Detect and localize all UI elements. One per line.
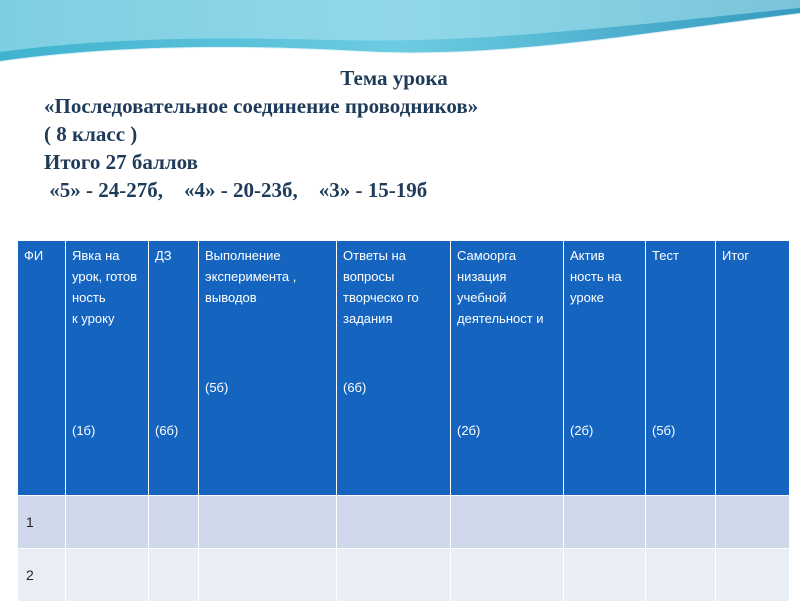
row-number: 2 [18, 549, 66, 602]
table-cell[interactable] [337, 549, 451, 602]
header-self-organization: Самоорга низация учебной деятельност и (2б) [451, 241, 564, 496]
table-cell[interactable] [149, 549, 199, 602]
test-points: (5б) [652, 423, 676, 438]
header-creative-task: Ответы на вопросы творческо го задания (6б) [337, 241, 451, 496]
header-homework: ДЗ (6б) [149, 241, 199, 496]
table-cell[interactable] [199, 549, 337, 602]
self-organization-points: (2б) [457, 423, 481, 438]
table-cell[interactable] [451, 496, 564, 549]
header-total: Итог [716, 241, 790, 496]
grade-level: ( 8 класс ) [44, 122, 138, 146]
table-cell[interactable] [149, 496, 199, 549]
table-cell[interactable] [564, 549, 646, 602]
lesson-topic-heading: Тема урока [340, 66, 448, 90]
table-cell[interactable] [646, 496, 716, 549]
table-cell[interactable] [337, 496, 451, 549]
header-activity: Актив ность на уроке (2б) [564, 241, 646, 496]
header-attendance: Явка на урок, готов ность к уроку (1б) [66, 241, 149, 496]
header-experiment: Выполнение эксперимента , выводов (5б) [199, 241, 337, 496]
table-cell[interactable] [66, 496, 149, 549]
table-cell[interactable] [66, 549, 149, 602]
table-cell[interactable] [451, 549, 564, 602]
table-cell[interactable] [716, 549, 790, 602]
activity-points: (2б) [570, 423, 594, 438]
table-header-row [18, 241, 790, 496]
table-cell[interactable] [199, 496, 337, 549]
header-test: Тест (5б) [646, 241, 716, 496]
experiment-points: (5б) [205, 380, 229, 395]
grading-scale: «5» - 24-27б, «4» - 20-23б, «3» - 15-19б [44, 178, 428, 202]
table-row [18, 549, 790, 602]
header-fio: ФИ [18, 241, 66, 496]
lesson-topic-name: «Последовательное соединение проводников» [44, 94, 479, 118]
attendance-points: (1б) [72, 423, 96, 438]
table-row [18, 496, 790, 549]
table-cell[interactable] [716, 496, 790, 549]
creative-task-points: (6б) [343, 380, 367, 395]
table-cell[interactable] [646, 549, 716, 602]
grading-table [17, 240, 790, 602]
table-cell[interactable] [564, 496, 646, 549]
homework-points: (6б) [155, 423, 179, 438]
total-points: Итого 27 баллов [44, 150, 198, 174]
row-number: 1 [18, 496, 66, 549]
lesson-title-block [44, 64, 764, 204]
